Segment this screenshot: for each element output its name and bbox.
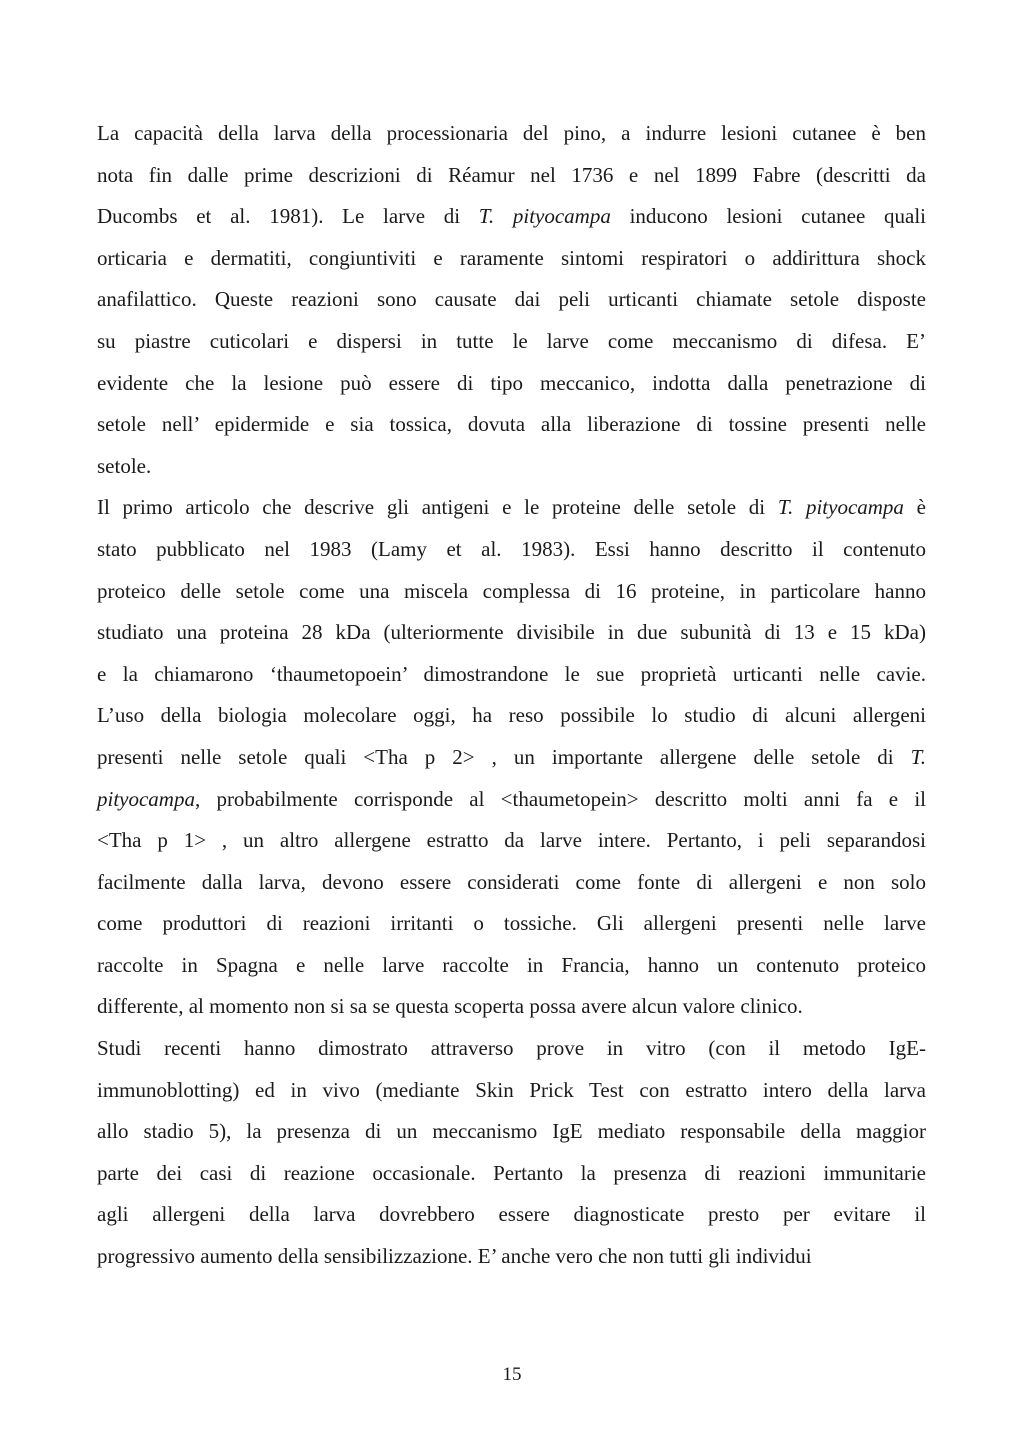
paragraph (97, 113, 926, 487)
text-line (97, 321, 926, 363)
text-line (97, 654, 926, 696)
text-run: anafilattico. Queste reazioni sono causate dai peli urticanti chiamate setole disposte (97, 287, 926, 312)
text-line (97, 903, 926, 945)
text-line (97, 446, 926, 488)
text-run: La capacità della larva della processionaria del pino, a indurre lesioni cutanee è ben (97, 121, 926, 145)
text-line (97, 820, 926, 862)
text-run: Ducombs et al. 1981). Le larve di (97, 204, 479, 229)
text-run: setole nell’ epidermide e sia tossica, dovuta alla liberazione di tossine presenti nelle (97, 412, 926, 437)
text-run: stato pubblicato nel 1983 (Lamy et al. 1983). Essi hanno descritto il contenuto (97, 536, 926, 561)
text-run: allo stadio 5), la presenza di un meccanismo IgE mediato responsabile della maggior (97, 1119, 926, 1144)
text-run: presenti nelle setole quali <Tha p 2> , un importante allergene delle setole di (97, 744, 911, 769)
species-name: T. (910, 744, 926, 769)
page-number: 15 (502, 1364, 522, 1385)
text-run: Studi recenti hanno dimostrato attraverso prove in vitro (con il metodo IgE- (97, 1036, 926, 1061)
text-line (97, 862, 926, 904)
text-line (97, 529, 926, 571)
text-line (97, 945, 926, 987)
paragraph (97, 1028, 926, 1278)
text-line (97, 1236, 926, 1278)
text-run: è (903, 495, 926, 520)
text-line (97, 155, 926, 197)
text-run: agli allergeni della larva dovrebbero essere diagnosticate presto per evitare il (97, 1202, 926, 1227)
text-line (97, 986, 926, 1028)
text-run: Il primo articolo che descrive gli antigeni e le proteine delle setole di (97, 495, 778, 520)
text-line (97, 1194, 926, 1236)
text-run: evidente che la lesione può essere di tipo meccanico, indotta dalla penetrazione di (97, 370, 926, 395)
text-line (97, 1111, 926, 1153)
text-line (97, 404, 926, 446)
text-line (97, 779, 926, 821)
text-line (97, 612, 926, 654)
text-run: immunoblotting) ed in vivo (mediante Skin Prick Test con estratto intero della larva (97, 1077, 926, 1102)
text-line (97, 279, 926, 321)
text-run: su piastre cuticolari e dispersi in tutte le larve come meccanismo di difesa. E’ (97, 328, 926, 353)
text-run: nota fin dalle prime descrizioni di Réamur nel 1736 e nel 1899 Fabre (descritti da (97, 162, 926, 187)
text-run: raccolte in Spagna e nelle larve raccolte in Francia, hanno un contenuto proteico (97, 952, 926, 977)
text-line (97, 571, 926, 613)
text-line (97, 1028, 926, 1070)
text-run: facilmente dalla larva, devono essere considerati come fonte di allergeni e non solo (97, 869, 926, 894)
text-line (97, 1070, 926, 1112)
text-line (97, 238, 926, 280)
text-line (97, 113, 926, 155)
text-run: <Tha p 1> , un altro allergene estratto da larve intere. Pertanto, i peli separandosi (97, 828, 926, 853)
body-text (97, 113, 926, 1278)
paragraph (97, 487, 926, 1028)
text-run: come produttori di reazioni irritanti o tossiche. Gli allergeni presenti nelle larve (97, 911, 926, 936)
text-run: differente, al momento non si sa se questa scoperta possa avere alcun valore clinico. (97, 994, 803, 1019)
species-name: T. pityocampa (478, 204, 611, 229)
text-line (97, 737, 926, 779)
species-name: T. pityocampa (777, 495, 904, 520)
text-run: L’uso della biologia molecolare oggi, ha reso possibile lo studio di alcuni allergeni (97, 703, 926, 728)
text-run: e la chiamarono ‘thaumetopoein’ dimostrandone le sue proprietà urticanti nelle cavie. (97, 661, 926, 686)
text-run: proteico delle setole come una miscela complessa di 16 proteine, in particolare hanno (97, 578, 926, 603)
text-line (97, 196, 926, 238)
species-name: pityocampa (97, 786, 195, 811)
text-line (97, 1153, 926, 1195)
text-line (97, 363, 926, 405)
text-run: parte dei casi di reazione occasionale. Pertanto la presenza di reazioni immunitarie (97, 1160, 926, 1185)
text-run: orticaria e dermatiti, congiuntiviti e raramente sintomi respiratori o addirittura shock (97, 245, 926, 270)
text-line (97, 695, 926, 737)
text-line (97, 487, 926, 529)
text-run: studiato una proteina 28 kDa (ulteriormente divisibile in due subunità di 13 e 15 kDa) (97, 620, 926, 645)
text-run: inducono lesioni cutanee quali (610, 204, 926, 229)
text-run: progressivo aumento della sensibilizzazione. E’ anche vero che non tutti gli individui (97, 1244, 812, 1269)
text-run: setole. (97, 453, 152, 478)
text-run: , probabilmente corrisponde al <thaumetopein> descritto molti anni fa e il (194, 786, 926, 811)
